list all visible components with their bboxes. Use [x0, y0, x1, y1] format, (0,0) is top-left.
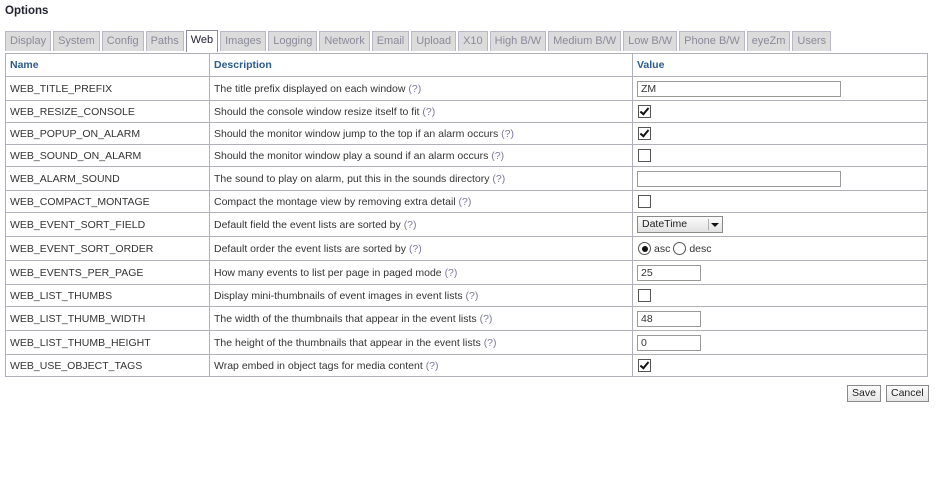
table-row: [6, 213, 928, 237]
help-link[interactable]: (?): [479, 312, 493, 325]
option-description: Display mini-thumbnails of event images in event lists (?): [210, 285, 633, 307]
table-row: [6, 145, 928, 167]
web-use-object-tags-checkbox[interactable]: [638, 359, 651, 372]
option-description: Should the console window resize itself to fit (?): [210, 101, 633, 123]
options-table: [5, 53, 928, 377]
tab-network[interactable]: Network: [319, 31, 369, 51]
tab-config[interactable]: Config: [102, 31, 144, 51]
table-row: [6, 307, 928, 331]
help-link[interactable]: (?): [501, 127, 514, 140]
sort-order-asc-label: asc: [654, 242, 671, 255]
web-title-prefix-input[interactable]: [637, 81, 841, 97]
option-description: The width of the thumbnails that appear in the event lists (?): [210, 307, 633, 331]
save-button[interactable]: Save: [847, 385, 881, 402]
option-value: [633, 285, 928, 307]
table-row: [6, 167, 928, 191]
option-description: Should the monitor window jump to the top if an alarm occurs (?): [210, 123, 633, 145]
tab-display[interactable]: Display: [5, 31, 51, 51]
option-value: [633, 101, 928, 123]
option-description: Should the monitor window play a sound if an alarm occurs (?): [210, 145, 633, 167]
tab-logging[interactable]: Logging: [268, 31, 317, 51]
tab-upload[interactable]: Upload: [411, 31, 456, 51]
column-header-description: Description: [210, 54, 633, 77]
table-row: [6, 237, 928, 261]
tab-phone-bw[interactable]: Phone B/W: [679, 31, 745, 51]
option-value: [633, 77, 928, 101]
tab-high-bw[interactable]: High B/W: [490, 31, 546, 51]
column-header-name: Name: [6, 54, 210, 77]
web-events-per-page-input[interactable]: [637, 265, 701, 281]
option-description: Compact the montage view by removing extra detail (?): [210, 191, 633, 213]
web-alarm-sound-input[interactable]: [637, 171, 841, 187]
option-name: WEB_SOUND_ON_ALARM: [6, 145, 210, 167]
help-link[interactable]: (?): [408, 82, 422, 95]
sort-order-desc-label: desc: [689, 242, 712, 255]
option-name: WEB_LIST_THUMB_WIDTH: [6, 307, 210, 331]
option-description: The sound to play on alarm, put this in the sounds directory (?): [210, 167, 633, 191]
help-link[interactable]: (?): [492, 172, 506, 185]
option-description: The height of the thumbnails that appear in the event lists (?): [210, 331, 633, 355]
tab-users[interactable]: Users: [792, 31, 831, 51]
option-description: How many events to list per page in paged mode (?): [210, 261, 633, 285]
option-value: [633, 167, 928, 191]
sort-order-desc-radio[interactable]: [673, 242, 686, 255]
tab-x10[interactable]: X10: [458, 31, 488, 51]
tab-medium-bw[interactable]: Medium B/W: [548, 31, 621, 51]
chevron-down-icon: [708, 219, 720, 230]
option-name: WEB_USE_OBJECT_TAGS: [6, 355, 210, 377]
tab-web[interactable]: Web: [186, 30, 218, 52]
option-name: WEB_EVENT_SORT_FIELD: [6, 213, 210, 237]
option-value: [633, 191, 928, 213]
help-link[interactable]: (?): [465, 289, 479, 302]
option-value: [633, 213, 928, 237]
cancel-button[interactable]: Cancel: [886, 385, 929, 402]
tab-eyezm[interactable]: eyeZm: [747, 31, 791, 51]
option-name: WEB_EVENTS_PER_PAGE: [6, 261, 210, 285]
web-resize-console-checkbox[interactable]: [638, 105, 651, 118]
help-link[interactable]: (?): [408, 242, 422, 255]
option-description: Default field the event lists are sorted by (?): [210, 213, 633, 237]
help-link[interactable]: (?): [458, 195, 472, 208]
table-row: [6, 123, 928, 145]
table-row: [6, 191, 928, 213]
table-row: [6, 331, 928, 355]
option-value: [633, 123, 928, 145]
option-description: Wrap embed in object tags for media content (?): [210, 355, 633, 377]
option-name: WEB_TITLE_PREFIX: [6, 77, 210, 101]
option-value: [633, 261, 928, 285]
web-list-thumb-width-input[interactable]: [637, 311, 701, 327]
option-value: [633, 355, 928, 377]
option-name: WEB_POPUP_ON_ALARM: [6, 123, 210, 145]
help-link[interactable]: (?): [491, 149, 505, 162]
option-name: WEB_RESIZE_CONSOLE: [6, 101, 210, 123]
option-name: WEB_COMPACT_MONTAGE: [6, 191, 210, 213]
web-list-thumb-height-input[interactable]: [637, 335, 701, 351]
web-sound-on-alarm-checkbox[interactable]: [638, 149, 651, 162]
help-link[interactable]: (?): [483, 336, 497, 349]
option-value: [633, 331, 928, 355]
option-name: WEB_LIST_THUMB_HEIGHT: [6, 331, 210, 355]
option-description: The title prefix displayed on each window (?): [210, 77, 633, 101]
tab-low-bw[interactable]: Low B/W: [623, 31, 677, 51]
table-row: [6, 285, 928, 307]
option-description: Default order the event lists are sorted by (?): [210, 237, 633, 261]
table-row: [6, 77, 928, 101]
help-link[interactable]: (?): [403, 218, 417, 231]
tab-images[interactable]: Images: [220, 31, 266, 51]
option-value: [633, 145, 928, 167]
option-value: [633, 307, 928, 331]
column-header-value: Value: [633, 54, 928, 77]
option-value: [633, 237, 928, 261]
option-name: WEB_EVENT_SORT_ORDER: [6, 237, 210, 261]
web-popup-on-alarm-checkbox[interactable]: [638, 127, 651, 140]
help-link[interactable]: (?): [425, 359, 439, 372]
help-link[interactable]: (?): [422, 105, 436, 118]
web-event-sort-field-select[interactable]: DateTime: [637, 216, 723, 233]
web-list-thumbs-checkbox[interactable]: [638, 289, 651, 302]
table-row: [6, 261, 928, 285]
option-name: WEB_LIST_THUMBS: [6, 285, 210, 307]
table-row: [6, 355, 928, 377]
tab-system[interactable]: System: [53, 31, 100, 51]
tab-bar: [5, 31, 833, 52]
page-title: Options: [5, 5, 49, 17]
option-name: WEB_ALARM_SOUND: [6, 167, 210, 191]
tab-email[interactable]: Email: [372, 31, 410, 51]
help-link[interactable]: (?): [444, 266, 458, 279]
tab-paths[interactable]: Paths: [146, 31, 184, 51]
table-row: [6, 101, 928, 123]
sort-order-asc-radio[interactable]: [638, 242, 651, 255]
web-compact-montage-checkbox[interactable]: [638, 195, 651, 208]
